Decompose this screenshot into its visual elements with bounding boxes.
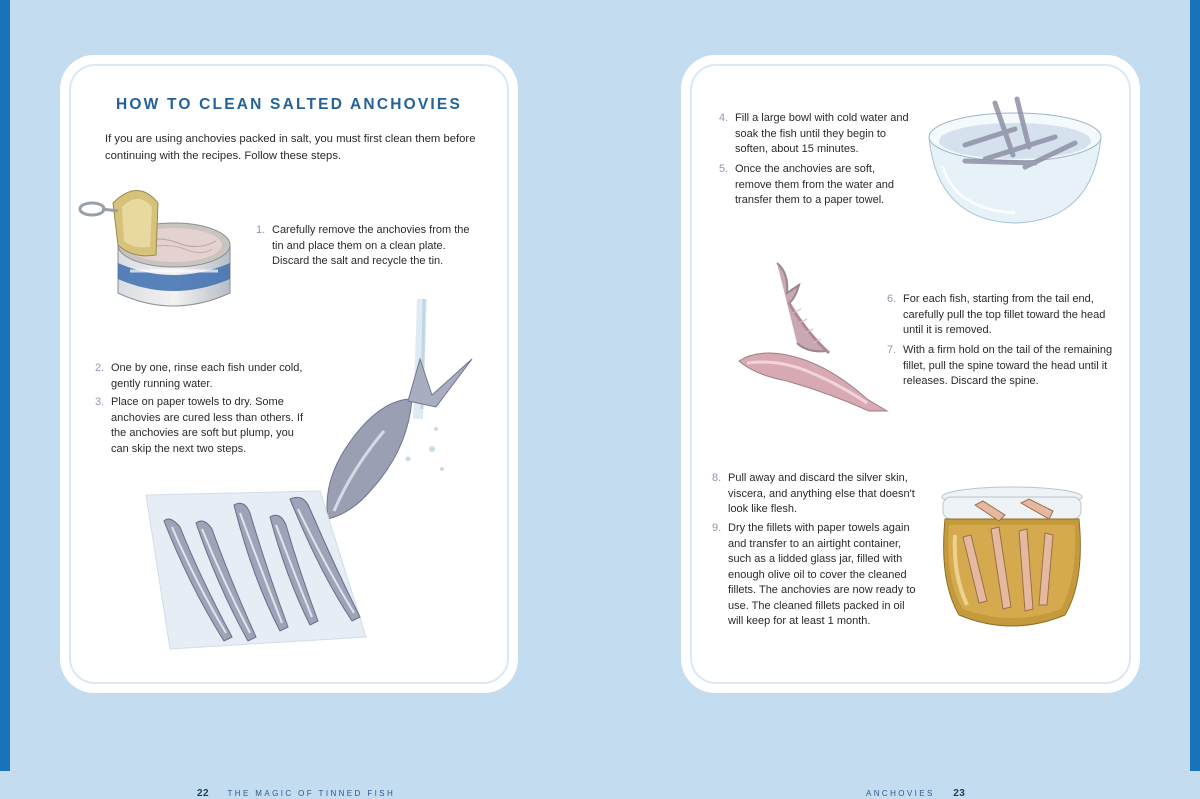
fish-spine-icon: [737, 263, 897, 423]
page-number: 23: [953, 788, 966, 799]
step-number: 7.: [887, 344, 897, 356]
step-7: [887, 343, 1117, 390]
step-text: Dry the fillets with paper towels again and transfer to an airtight container, such as a lidded glass jar, filled with enough olive oil to cover the cleaned fillets. The anchovies are now ready to use. The cleaned fillets packed in oil will keep for at least 1 month.: [728, 522, 916, 627]
step-number: 9.: [712, 522, 722, 534]
page-number: 22: [197, 788, 210, 799]
book-edge-right: [1190, 0, 1200, 771]
step-number: 4.: [719, 112, 729, 124]
step-4: [719, 111, 909, 158]
step-number: 8.: [712, 472, 722, 484]
step-text: For each fish, starting from the tail end, carefully pull the top fillet toward the head until it is removed.: [903, 293, 1106, 336]
step-text: Carefully remove the anchovies from the tin and place them on a clean plate. Discard the salt and recycle the tin.: [272, 224, 470, 267]
page-title: HOW TO CLEAN SALTED ANCHOVIES: [116, 96, 462, 113]
step-text: With a firm hold on the tail of the remaining fillet, pull the spine toward the head until it releases. Discard the spine.: [903, 344, 1113, 387]
step-number: 2.: [95, 362, 105, 374]
right-page: [681, 55, 1140, 799]
step-5: [719, 162, 909, 209]
water-bowl-icon: [925, 97, 1105, 227]
step-number: 1.: [256, 224, 266, 236]
book-edge-left: [0, 0, 10, 771]
right-footer: [866, 788, 965, 799]
left-page: [60, 55, 518, 799]
running-head: THE MAGIC OF TINNED FISH: [227, 789, 396, 798]
step-1: [256, 223, 481, 270]
step-number: 3.: [95, 396, 105, 408]
step-6: [887, 292, 1117, 339]
step-8: [712, 471, 917, 518]
step-text: Pull away and discard the silver skin, viscera, and anything else that doesn't look like flesh.: [728, 472, 915, 515]
intro-text: If you are using anchovies packed in salt, you must first clean them before continuing with the recipes. Follow these steps.: [105, 133, 476, 162]
step-text: One by one, rinse each fish under cold, gently running water.: [111, 362, 303, 390]
step-9: [712, 521, 917, 630]
step-3: [95, 395, 310, 457]
step-number: 6.: [887, 293, 897, 305]
running-head: ANCHOVIES: [866, 789, 935, 798]
step-text: Once the anchovies are soft, remove them from the water and transfer them to a paper towel.: [735, 163, 894, 206]
fish-on-towel-icon: [140, 487, 370, 657]
step-text: Place on paper towels to dry. Some anchovies are cured less than others. If the anchovies are soft but plump, you can skip the next two steps.: [111, 396, 303, 455]
step-number: 5.: [719, 163, 729, 175]
step-text: Fill a large bowl with cold water and soak the fish until they begin to soften, about 15 minutes.: [735, 112, 909, 155]
oil-jar-icon: [939, 485, 1089, 635]
left-footer: [197, 788, 395, 799]
anchovy-tin-icon: [78, 183, 238, 323]
step-2: [95, 361, 310, 392]
